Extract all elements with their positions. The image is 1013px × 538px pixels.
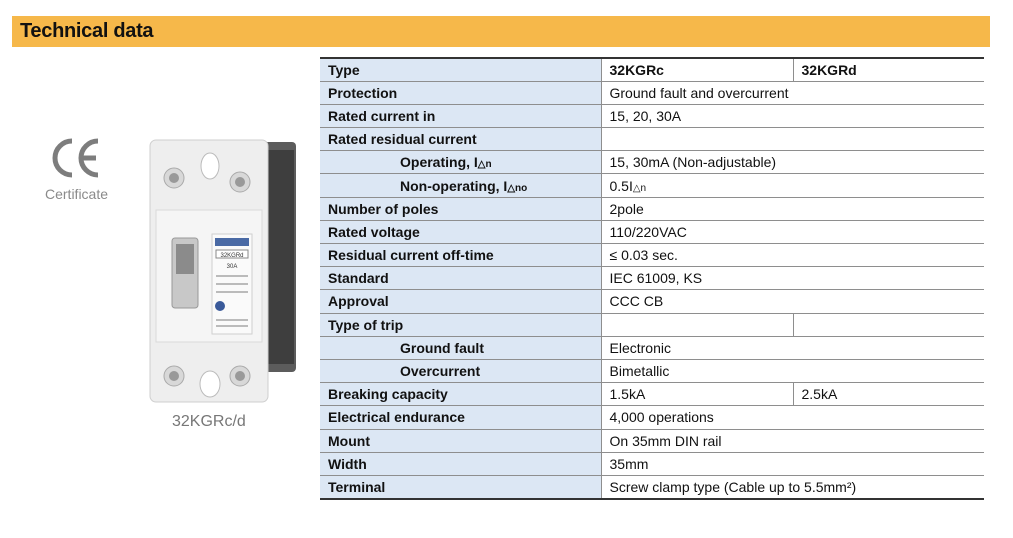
table-row	[320, 475, 984, 498]
table-row	[320, 104, 984, 127]
table-row	[320, 313, 984, 336]
row-value: 35mm	[601, 452, 984, 475]
table-row	[320, 267, 984, 290]
row-value: IEC 61009, KS	[601, 267, 984, 290]
row-value: Ground fault and overcurrent	[601, 81, 984, 104]
table-row	[320, 244, 984, 267]
row-label: Mount	[320, 429, 601, 452]
breaker-image	[146, 126, 298, 408]
row-value: 15, 20, 30A	[601, 104, 984, 127]
row-label: Non-operating, I△no	[320, 174, 601, 197]
spec-table	[320, 57, 984, 500]
row-label: Electrical endurance	[320, 406, 601, 429]
row-label: Ground fault	[320, 336, 601, 359]
row-value	[793, 313, 984, 336]
row-label: Terminal	[320, 475, 601, 498]
row-label: Type	[320, 58, 601, 81]
table-row	[320, 128, 984, 151]
row-label: Number of poles	[320, 197, 601, 220]
row-label: Standard	[320, 267, 601, 290]
row-value: 2.5kA	[793, 383, 984, 406]
row-value: 0.5I△n	[601, 174, 984, 197]
column-header: 32KGRd	[793, 58, 984, 81]
row-label: Rated residual current	[320, 128, 601, 151]
row-value	[601, 313, 793, 336]
row-value: CCC CB	[601, 290, 984, 313]
table-row	[320, 174, 984, 197]
table-row	[320, 452, 984, 475]
table-row	[320, 151, 984, 174]
table-row	[320, 406, 984, 429]
row-value: Bimetallic	[601, 359, 984, 382]
table-row	[320, 383, 984, 406]
row-value: Screw clamp type (Cable up to 5.5mm²)	[601, 475, 984, 498]
row-label: Operating, I△n	[320, 151, 601, 174]
table-row	[320, 336, 984, 359]
section-title: Technical data	[12, 16, 990, 47]
row-value: 2pole	[601, 197, 984, 220]
row-label: Width	[320, 452, 601, 475]
row-label: Approval	[320, 290, 601, 313]
delta-subscript: △no	[507, 182, 528, 194]
column-header: 32KGRc	[601, 58, 793, 81]
delta-subscript: △n	[632, 182, 647, 194]
product-caption: 32KGRc/d	[172, 413, 246, 430]
table-row	[320, 290, 984, 313]
row-label: Overcurrent	[320, 359, 601, 382]
row-label: Residual current off-time	[320, 244, 601, 267]
table-row	[320, 359, 984, 382]
row-value: 1.5kA	[601, 383, 793, 406]
delta-subscript: △n	[477, 159, 492, 171]
table-row	[320, 220, 984, 243]
row-value: On 35mm DIN rail	[601, 429, 984, 452]
row-label: Type of trip	[320, 313, 601, 336]
table-row	[320, 81, 984, 104]
row-value: 15, 30mA (Non-adjustable)	[601, 151, 984, 174]
model-text: 32KGRd	[220, 253, 244, 259]
row-label: Breaking capacity	[320, 383, 601, 406]
row-label: Rated current in	[320, 104, 601, 127]
rating-text: 30A	[226, 264, 238, 270]
table-row	[320, 429, 984, 452]
row-value	[601, 128, 984, 151]
row-label: Protection	[320, 81, 601, 104]
row-value: 4,000 operations	[601, 406, 984, 429]
certificate-label: Certificate	[45, 186, 109, 202]
table-row	[320, 197, 984, 220]
row-value: 110/220VAC	[601, 220, 984, 243]
row-value: Electronic	[601, 336, 984, 359]
row-value: ≤ 0.03 sec.	[601, 244, 984, 267]
row-label: Rated voltage	[320, 220, 601, 243]
ce-mark-icon	[50, 135, 102, 181]
table-row	[320, 58, 984, 81]
